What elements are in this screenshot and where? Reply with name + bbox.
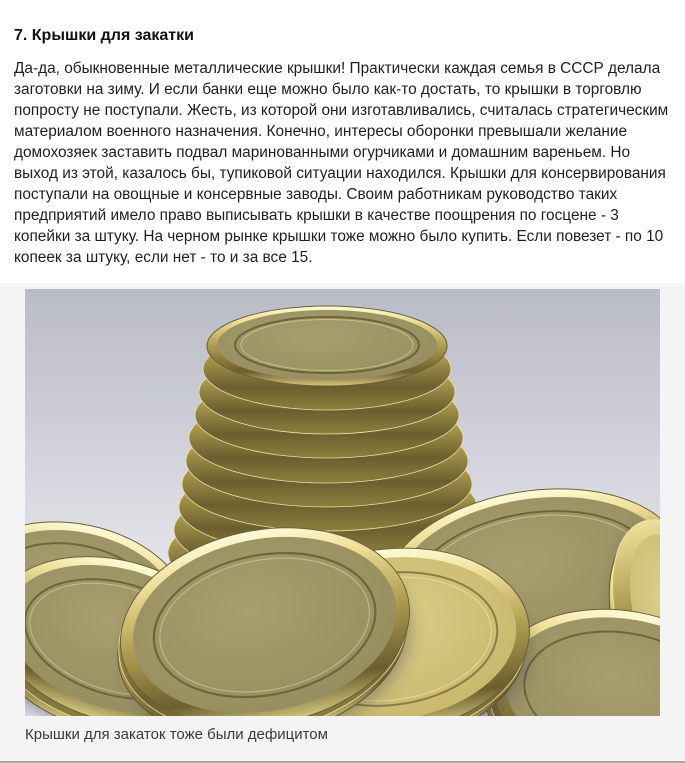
canning-lids-photo xyxy=(25,289,660,716)
media-block xyxy=(0,283,685,763)
article-paragraph: Да-да, обыкновенные металлические крышки! Практически каждая семья в СССР делала заготовки на зиму. И если банки еще можно было как-то достать, то крышки в торговлю попросту не поступали. Жесть, из которой они изготавливались, считалась стратегическим материалом военного назначения. Конечно, интересы оборонки превышали желание домохозяек заставить подвал маринованными огурчиками и домашним вареньем. Но выход из этой, казалось бы, тупиковой ситуации находился. Крышки для консервирования поступали на овощные и консервные заводы. Своим работникам руководство таких предприятий имело право выписывать крышки в качестве поощрения по госцене - 3 копейки за штуку. На черном рынке крышки тоже можно было купить. Если повезет - по 10 копеек за штуку, если нет - то и за все 15. xyxy=(14,60,669,266)
photo-caption: Крышки для закаток тоже были дефицитом xyxy=(25,726,328,743)
stack-top-lid xyxy=(207,306,447,386)
section-heading: 7. Крышки для закатки xyxy=(14,27,194,44)
photo-frame xyxy=(25,289,660,716)
article-text-block xyxy=(0,0,685,283)
